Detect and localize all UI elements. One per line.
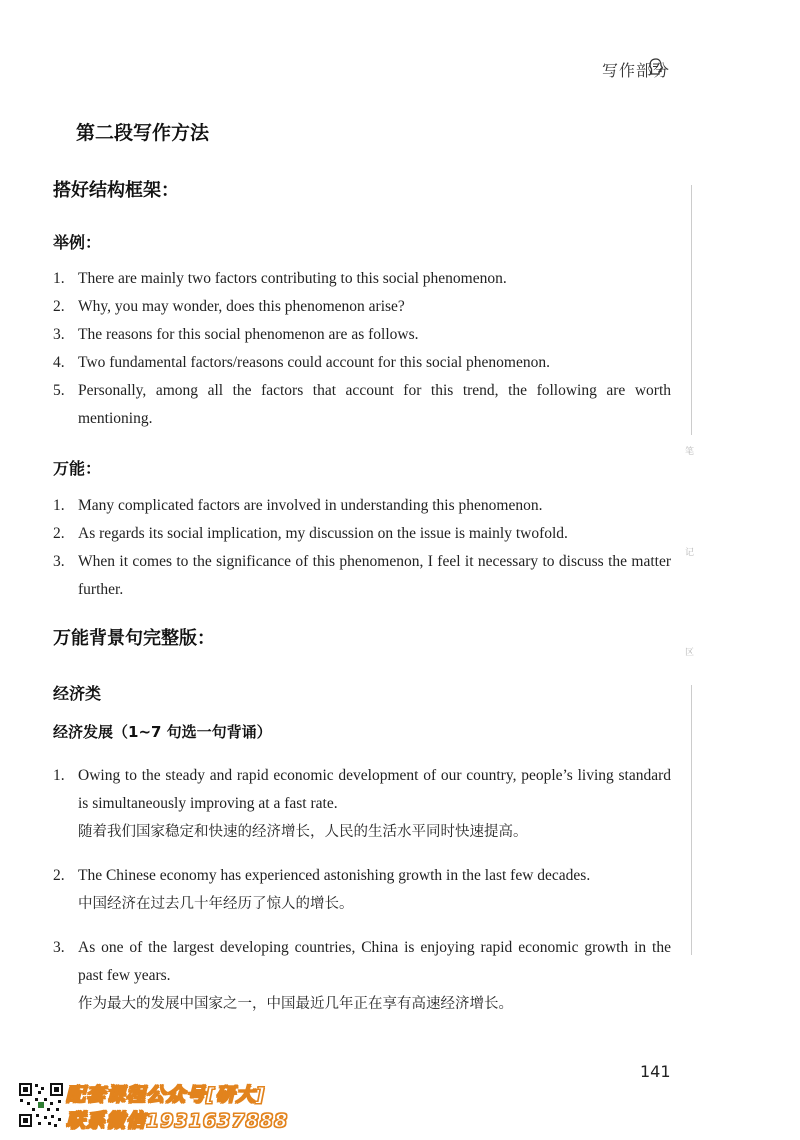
chinese-translation: 随着我们国家稳定和快速的经济增长，人民的生活水平同时快速提高。 xyxy=(78,824,528,840)
universal-heading: 万能： xyxy=(53,459,102,478)
list-item xyxy=(53,492,671,520)
examples-heading: 举例： xyxy=(53,233,102,252)
item-number: 5. xyxy=(53,382,65,399)
item-text: The reasons for this social phenomenon are as follows. xyxy=(78,326,419,343)
page-number: 141 xyxy=(640,1062,671,1081)
english-sentence: Owing to the steady and rapid economic development of our country, people’s living standard is simultaneously improving at a fast rate. xyxy=(78,767,671,812)
examples-list xyxy=(53,265,671,433)
english-sentence: As one of the largest developing countries, China is enjoying rapid economic growth in the past few years. xyxy=(78,939,671,984)
background-heading: 万能背景句完整版： xyxy=(53,628,215,649)
section-title: 第二段写作方法 xyxy=(76,122,210,144)
notes-margin-line xyxy=(691,185,692,435)
running-header: 写作部分 xyxy=(601,61,670,80)
notes-margin-label: 区 xyxy=(685,648,695,658)
head-silhouette-icon xyxy=(648,58,664,76)
item-number: 2. xyxy=(53,525,65,542)
item-text: There are mainly two factors contributing to this social phenomenon. xyxy=(78,270,507,287)
item-text: As regards its social implication, my discussion on the issue is mainly twofold. xyxy=(78,525,568,542)
item-text: Many complicated factors are involved in understanding this phenomenon. xyxy=(78,497,543,514)
category-heading: 经济类 xyxy=(53,684,102,703)
list-item xyxy=(53,265,671,293)
item-number: 1. xyxy=(53,270,65,287)
list-item xyxy=(53,520,671,548)
example-sentence xyxy=(53,762,671,846)
item-number: 3. xyxy=(53,939,65,956)
item-text: Two fundamental factors/reasons could account for this social phenomenon. xyxy=(78,354,550,371)
item-number: 2. xyxy=(53,867,65,884)
list-item xyxy=(53,377,671,433)
item-number: 3. xyxy=(53,326,65,343)
chinese-translation: 中国经济在过去几十年经历了惊人的增长。 xyxy=(78,896,354,912)
universal-list xyxy=(53,492,671,604)
example-sentence xyxy=(53,934,671,1018)
item-number: 3. xyxy=(53,553,65,570)
item-text: Why, you may wonder, does this phenomenon arise? xyxy=(78,298,405,315)
list-item xyxy=(53,548,671,604)
watermark-line: 联系微信1931637888 xyxy=(66,1110,289,1132)
list-item xyxy=(53,349,671,377)
item-number: 1. xyxy=(53,497,65,514)
example-sentence xyxy=(53,862,671,918)
qr-code xyxy=(18,1082,64,1128)
notes-margin-label: 笔 xyxy=(685,447,695,457)
watermark-line: 配套课程公众号[研大] xyxy=(66,1084,266,1106)
item-text: Personally, among all the factors that account for this trend, the following are worth mentioning. xyxy=(78,382,671,427)
notes-margin-label: 记 xyxy=(685,548,695,558)
item-number: 2. xyxy=(53,298,65,315)
item-number: 4. xyxy=(53,354,65,371)
list-item xyxy=(53,321,671,349)
subcategory-heading: 经济发展（1~7 句选一句背诵） xyxy=(53,723,272,741)
list-item xyxy=(53,293,671,321)
item-text: When it comes to the significance of this phenomenon, I feel it necessary to discuss the matter further. xyxy=(78,553,671,598)
english-sentence: The Chinese economy has experienced astonishing growth in the last few decades. xyxy=(78,867,591,884)
framework-heading: 搭好结构框架： xyxy=(53,180,179,201)
chinese-translation: 作为最大的发展中国家之一，中国最近几年正在享有高速经济增长。 xyxy=(78,996,513,1012)
item-number: 1. xyxy=(53,767,65,784)
notes-margin-line xyxy=(691,685,692,955)
